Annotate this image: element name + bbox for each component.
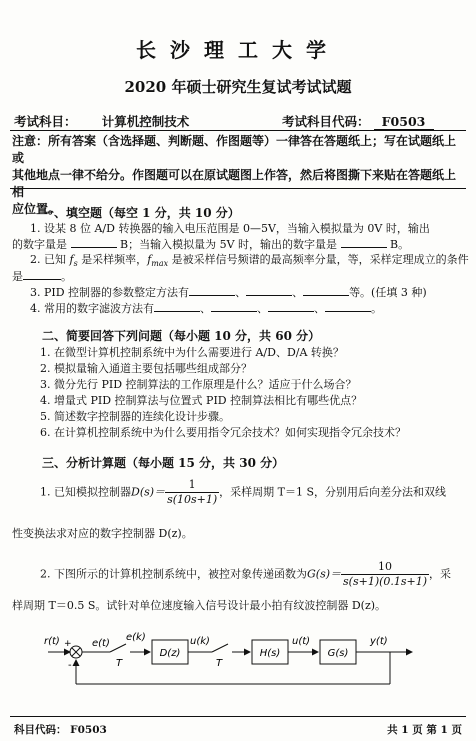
answer-blank[interactable]: [303, 285, 349, 296]
subject-line: [14, 112, 211, 131]
label-ek: e(k): [126, 632, 146, 643]
fs-symbol: $f_s$: [69, 253, 78, 269]
s2-item: 3. 微分先行 PID 控制算法的工作原理是什么？适应于什么场合？: [40, 378, 357, 391]
fraction-denominator: s(s+1)(0.1s+1): [343, 575, 428, 588]
s1-q2-text-f: 。: [61, 270, 72, 283]
s3-q2-fraction: [341, 560, 429, 589]
s1-q4-text: 4. 常用的数字滤波方法有: [30, 302, 154, 315]
s3-q2-line1: [40, 560, 451, 589]
s1-q1-text-b: B；当输入模拟量为 5V 时，输出的数字量是: [120, 238, 338, 251]
label-plus: +: [64, 639, 72, 649]
s3-q1-line1: [40, 478, 446, 507]
s1-q2-text-d: 等，采样定理成立的条件: [347, 253, 469, 266]
section3-heading: 三、分析计算题（每小题 15 分，共 30 分）: [42, 456, 285, 470]
s3-q2-text-a: 2. 下图所示的计算机控制系统中，被控对象传递函数为: [40, 567, 307, 581]
s1-q2-line1: [30, 253, 469, 271]
fraction-numerator: 1: [165, 478, 219, 493]
notice-line: 应位置。: [12, 202, 61, 216]
label-e: e(t): [92, 638, 110, 649]
section2-heading: 二、简要回答下列问题（每小题 10 分，共 60 分）: [42, 329, 321, 343]
s2-item: 2. 模拟量输入通道主要包括哪些组成部分？: [40, 362, 252, 375]
label-sampler-2: T: [216, 658, 223, 669]
answer-blank[interactable]: [71, 237, 117, 248]
code-line: [282, 112, 434, 130]
s1-q3-text: 3. PID 控制器的参数整定方法有: [30, 286, 190, 299]
exam-title: 2020 年硕士研究生复试考试试题: [124, 78, 352, 96]
s3-q1-fraction: [165, 478, 219, 507]
answer-blank[interactable]: [211, 301, 257, 312]
answer-blank[interactable]: [154, 301, 200, 312]
s1-q2-text-b: 是采样频率，: [81, 253, 148, 266]
s1-q3-end: 等。(任填 3 种): [349, 286, 427, 299]
answer-blank[interactable]: [246, 285, 292, 296]
footer-code: 科目代码： F0503: [14, 724, 107, 736]
footer-divider: [10, 716, 466, 717]
s2-item: 6. 在计算机控制系统中为什么要用指令冗余技术？如何实现指令冗余技术？: [40, 426, 406, 439]
s2-item: 4. 增量式 PID 控制算法与位置式 PID 控制算法相比有哪些优点？: [40, 394, 363, 407]
block-gs: G(s): [327, 648, 349, 659]
answer-blank[interactable]: [341, 237, 387, 248]
answer-blank[interactable]: [189, 285, 235, 296]
fraction-numerator: 10: [341, 560, 429, 575]
label-sampler-1: T: [116, 658, 123, 669]
s3-q1-text-a: 1. 已知模拟控制器: [40, 485, 131, 499]
s3-q1-line2: 性变换法求对应的数字控制器 D(z)。: [12, 527, 193, 540]
notice-line: 注意：所有答案（含选择题、判断题、作图题等）一律答在答题纸上；写在试题纸上或: [12, 134, 457, 165]
ds-symbol: D(s)＝: [131, 485, 166, 499]
s1-q2-text-a: 2. 已知: [30, 253, 66, 266]
fraction-denominator: s(10s+1): [167, 493, 218, 506]
subject-value: 计算机控制技术: [81, 112, 211, 131]
footer-page: 共 1 页 第 1 页: [387, 724, 462, 736]
control-block-diagram: [40, 620, 460, 700]
label-r: r(t): [44, 636, 60, 647]
fmax-symbol: $f_{max}$: [147, 253, 169, 269]
gs-symbol: G(s)＝: [307, 567, 342, 581]
s1-q1-text-a: 的数字量是: [12, 238, 67, 251]
s1-q3: 3. PID 控制器的参数整定方法有 、 、 等。(任填 3 种): [30, 286, 427, 299]
label-minus: -: [68, 660, 72, 671]
s1-q2-line2: [12, 269, 72, 284]
label-u: u(t): [292, 636, 311, 647]
answer-blank[interactable]: [325, 301, 371, 312]
top-divider: [10, 130, 466, 131]
notice-divider: [10, 188, 466, 189]
s1-q1-text-c: B。: [390, 238, 410, 251]
s3-q2-line2: 样周期 T＝0.5 S。试针对单位速度输入信号设计最小拍有纹波控制器 D(z)。: [12, 599, 387, 612]
notice-line: 其他地点一律不给分。作图题可以在原试题图上作答，然后将图撕下来贴在答题纸上相: [12, 168, 457, 199]
s3-q1-text-b: ，采样周期 T＝1 S，分别用后向差分法和双线: [219, 485, 447, 499]
section1-heading: 一、填空题（每空 1 分，共 10 分）: [42, 206, 240, 220]
s2-item: 1. 在微型计算机控制系统中为什么需要进行 A/D、D/A 转换？: [40, 346, 344, 359]
answer-blank[interactable]: [23, 269, 61, 280]
s1-q2-text-e: 是: [12, 270, 23, 283]
s1-q4: 4. 常用的数字滤波方法有 、 、 、 。: [30, 302, 382, 315]
s2-item: 5. 简述数字控制器的连续化设计步骤。: [40, 410, 230, 423]
s1-q2-text-c: 是被采样信号频谱的最高频率分量，: [171, 253, 348, 266]
answer-blank[interactable]: [268, 301, 314, 312]
university-name: 长沙理工大学: [136, 38, 340, 62]
s3-q2-text-b: ，采: [429, 567, 452, 581]
code-label: 考试科目代码：: [282, 114, 370, 129]
s1-q1-line1: 1. 设某 8 位 A/D 转换器的输入电压范围是 0—5V，当输入模拟量为 0V 时，输出: [30, 222, 430, 235]
block-dz: D(z): [159, 648, 181, 659]
subject-label: 考试科目：: [14, 114, 77, 129]
s1-q1-line2: [12, 237, 409, 252]
label-uk: u(k): [190, 636, 210, 647]
label-y: y(t): [370, 636, 388, 647]
s1-q4-end: 。: [371, 302, 382, 315]
code-value: F0503: [374, 114, 434, 130]
block-hs: H(s): [259, 648, 281, 659]
